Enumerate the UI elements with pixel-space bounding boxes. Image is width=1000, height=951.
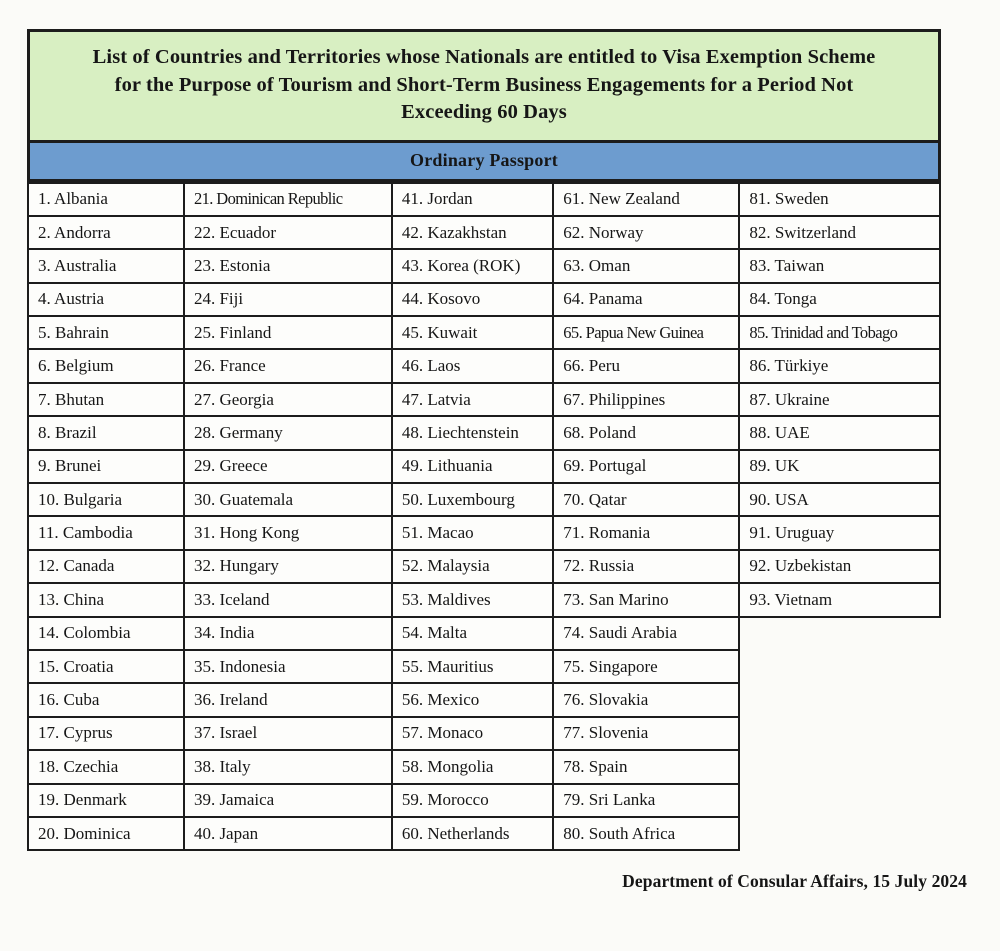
table-row: [28, 650, 940, 683]
document-title-banner: [27, 29, 941, 143]
country-cell: 93. Vietnam: [739, 583, 940, 616]
table-row: [28, 216, 940, 249]
country-cell: 58. Mongolia: [392, 750, 553, 783]
country-cell: 87. Ukraine: [739, 383, 940, 416]
country-cell: 54. Malta: [392, 617, 553, 650]
country-cell: 65. Papua New Guinea: [553, 316, 739, 349]
country-cell: 44. Kosovo: [392, 283, 553, 316]
country-cell: 62. Norway: [553, 216, 739, 249]
visa-exemption-document: [27, 29, 941, 851]
country-cell: 32. Hungary: [184, 550, 392, 583]
country-cell: 71. Romania: [553, 516, 739, 549]
country-cell: 31. Hong Kong: [184, 516, 392, 549]
country-cell: 55. Mauritius: [392, 650, 553, 683]
country-cell: 15. Croatia: [28, 650, 184, 683]
country-cell: 64. Panama: [553, 283, 739, 316]
country-cell: 46. Laos: [392, 349, 553, 382]
country-cell: 24. Fiji: [184, 283, 392, 316]
title-line-3: Exceeding 60 Days: [401, 101, 567, 123]
country-cell: 89. UK: [739, 450, 940, 483]
country-cell: 30. Guatemala: [184, 483, 392, 516]
country-cell: 73. San Marino: [553, 583, 739, 616]
table-row: [28, 683, 940, 716]
country-cell: 27. Georgia: [184, 383, 392, 416]
country-cell: 48. Liechtenstein: [392, 416, 553, 449]
country-cell: [739, 817, 940, 850]
table-row: [28, 183, 940, 216]
country-cell: 22. Ecuador: [184, 216, 392, 249]
country-cell: 38. Italy: [184, 750, 392, 783]
table-row: [28, 784, 940, 817]
country-cell: 25. Finland: [184, 316, 392, 349]
country-cell: 12. Canada: [28, 550, 184, 583]
country-cell: 29. Greece: [184, 450, 392, 483]
country-cell: 8. Brazil: [28, 416, 184, 449]
country-cell: 42. Kazakhstan: [392, 216, 553, 249]
country-cell: 20. Dominica: [28, 817, 184, 850]
country-cell: 79. Sri Lanka: [553, 784, 739, 817]
table-row: [28, 450, 940, 483]
country-cell: 19. Denmark: [28, 784, 184, 817]
country-cell: 74. Saudi Arabia: [553, 617, 739, 650]
country-cell: 14. Colombia: [28, 617, 184, 650]
country-cell: 81. Sweden: [739, 183, 940, 216]
country-cell: 80. South Africa: [553, 817, 739, 850]
country-cell: 56. Mexico: [392, 683, 553, 716]
country-cell: [739, 750, 940, 783]
country-cell: [739, 650, 940, 683]
country-cell: 17. Cyprus: [28, 717, 184, 750]
country-cell: 77. Slovenia: [553, 717, 739, 750]
country-cell: 72. Russia: [553, 550, 739, 583]
table-row: [28, 316, 940, 349]
table-row: [28, 483, 940, 516]
passport-type-header: Ordinary Passport: [27, 143, 941, 182]
country-cell: 50. Luxembourg: [392, 483, 553, 516]
country-cell: 16. Cuba: [28, 683, 184, 716]
country-cell: 47. Latvia: [392, 383, 553, 416]
country-cell: 67. Philippines: [553, 383, 739, 416]
country-cell: 51. Macao: [392, 516, 553, 549]
country-cell: 75. Singapore: [553, 650, 739, 683]
country-cell: 39. Jamaica: [184, 784, 392, 817]
country-cell: 23. Estonia: [184, 249, 392, 282]
country-cell: 34. India: [184, 617, 392, 650]
country-cell: 85. Trinidad and Tobago: [739, 316, 940, 349]
country-cell: 26. France: [184, 349, 392, 382]
country-cell: 40. Japan: [184, 817, 392, 850]
country-cell: 66. Peru: [553, 349, 739, 382]
table-row: [28, 516, 940, 549]
footer-attribution: Department of Consular Affairs, 15 July 2024: [622, 871, 967, 891]
country-cell: 82. Switzerland: [739, 216, 940, 249]
title-line-2: for the Purpose of Tourism and Short-Term Business Engagements for a Period Not: [114, 73, 854, 96]
country-cell: 6. Belgium: [28, 349, 184, 382]
country-cell: 5. Bahrain: [28, 316, 184, 349]
country-cell: 2. Andorra: [28, 216, 184, 249]
country-cell: 88. UAE: [739, 416, 940, 449]
table-row: [28, 617, 940, 650]
country-cell: 41. Jordan: [392, 183, 553, 216]
country-cell: 33. Iceland: [184, 583, 392, 616]
country-cell: 21. Dominican Republic: [184, 183, 392, 216]
country-cell: 49. Lithuania: [392, 450, 553, 483]
country-cell: 53. Maldives: [392, 583, 553, 616]
table-row: [28, 416, 940, 449]
table-row: [28, 349, 940, 382]
country-cell: 13. China: [28, 583, 184, 616]
table-row: [28, 383, 940, 416]
country-cell: 59. Morocco: [392, 784, 553, 817]
country-cell: 83. Taiwan: [739, 249, 940, 282]
countries-table-body: [28, 183, 940, 851]
country-cell: 3. Australia: [28, 249, 184, 282]
country-cell: 63. Oman: [553, 249, 739, 282]
country-cell: 61. New Zealand: [553, 183, 739, 216]
country-cell: 36. Ireland: [184, 683, 392, 716]
table-row: [28, 249, 940, 282]
country-cell: 68. Poland: [553, 416, 739, 449]
country-cell: 18. Czechia: [28, 750, 184, 783]
table-row: [28, 550, 940, 583]
table-row: [28, 283, 940, 316]
country-cell: 37. Israel: [184, 717, 392, 750]
country-cell: 45. Kuwait: [392, 316, 553, 349]
country-cell: 43. Korea (ROK): [392, 249, 553, 282]
country-cell: 28. Germany: [184, 416, 392, 449]
country-cell: 70. Qatar: [553, 483, 739, 516]
country-cell: 35. Indonesia: [184, 650, 392, 683]
country-cell: 7. Bhutan: [28, 383, 184, 416]
country-cell: 52. Malaysia: [392, 550, 553, 583]
table-row: [28, 750, 940, 783]
country-cell: 91. Uruguay: [739, 516, 940, 549]
country-cell: [739, 617, 940, 650]
country-cell: [739, 717, 940, 750]
country-cell: 57. Monaco: [392, 717, 553, 750]
country-cell: 60. Netherlands: [392, 817, 553, 850]
country-cell: 76. Slovakia: [553, 683, 739, 716]
country-cell: 90. USA: [739, 483, 940, 516]
country-cell: 10. Bulgaria: [28, 483, 184, 516]
title-line-1: List of Countries and Territories whose Nationals are entitled to Visa Exemption Scheme: [92, 46, 876, 68]
country-cell: 92. Uzbekistan: [739, 550, 940, 583]
country-cell: [739, 784, 940, 817]
country-cell: 1. Albania: [28, 183, 184, 216]
countries-table: [27, 182, 941, 852]
country-cell: 11. Cambodia: [28, 516, 184, 549]
country-cell: 86. Türkiye: [739, 349, 940, 382]
country-cell: [739, 683, 940, 716]
table-row: [28, 817, 940, 850]
country-cell: 69. Portugal: [553, 450, 739, 483]
country-cell: 84. Tonga: [739, 283, 940, 316]
table-row: [28, 717, 940, 750]
table-row: [28, 583, 940, 616]
country-cell: 78. Spain: [553, 750, 739, 783]
country-cell: 9. Brunei: [28, 450, 184, 483]
country-cell: 4. Austria: [28, 283, 184, 316]
